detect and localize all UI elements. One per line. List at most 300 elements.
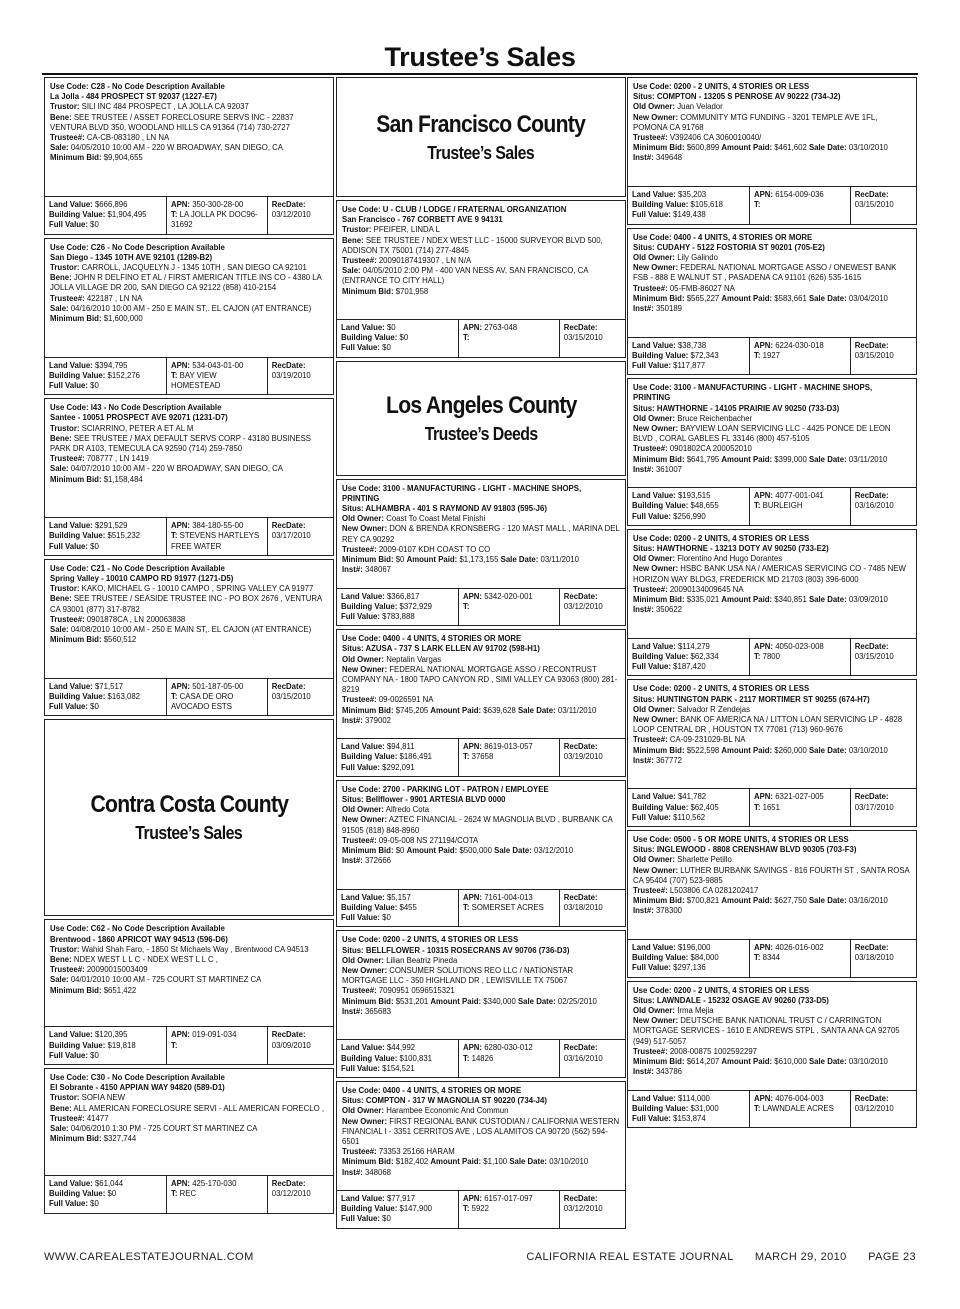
minimum-bid-line-value: $701,958 (395, 286, 429, 296)
recdate (564, 333, 621, 343)
new-owner-line-value: AZTEC FINANCIAL - 2624 W MAGNOLIA BLVD , BURBANK CA 91505 (818) 848-8960 (342, 815, 613, 835)
apn-cell (458, 1191, 559, 1228)
recdate-label (272, 200, 329, 210)
old-owner-line-value: Irma Mejia (677, 1006, 714, 1016)
beneficiary-line-value: SEE TRUSTEE / ASSET FORECLOSURE SERVS INC - 22837 VENTURA BLVD 350, WOODLAND HILLS CA 91364 (714) 730-2727 (50, 112, 294, 132)
record-values (628, 337, 916, 375)
recdate-cell (267, 358, 333, 395)
bid-line (633, 595, 911, 605)
recdate-label-label: RecDate: (563, 742, 598, 752)
land-value-value: $196,000 (677, 943, 711, 953)
footer-website[interactable]: WWW.CAREALESTATEJOURNAL.COM (44, 1251, 254, 1263)
old-owner-line-label: Old Owner: (633, 413, 676, 423)
trustee-line-value: 2009-0107 KDH COAST TO CO (378, 544, 491, 554)
apn-cell (458, 890, 559, 927)
land-value-value: $61,044 (94, 1179, 124, 1189)
tract-label: T: (753, 501, 761, 511)
property-address (50, 1083, 328, 1093)
property-record (627, 981, 917, 1129)
recdate-cell (267, 197, 333, 234)
property-record (627, 378, 917, 526)
land-value-value: $44,992 (386, 1043, 416, 1053)
trustee-line (633, 886, 911, 896)
trustee-line (633, 735, 911, 745)
new-owner-line-value: COMMUNITY MTG FUNDING - 3201 TEMPLE AVE 1FL, POMONA CA 91768 (633, 112, 878, 132)
inst-line (633, 465, 911, 475)
full-value-value: $783,888 (382, 612, 415, 622)
apn-label: APN: (753, 491, 774, 501)
sale-date-label: Sale Date: (808, 143, 847, 153)
full-value (632, 512, 745, 522)
recdate-label (855, 792, 912, 802)
sale-date-label: Sale Date: (509, 1157, 548, 1167)
beneficiary-line-label: Bene: (50, 594, 72, 604)
trustee-line-value: 0901878CA , LN 200063838 (86, 614, 186, 624)
inst-line-value: 343786 (655, 1067, 682, 1077)
sale-date (501, 555, 579, 564)
tract (754, 200, 846, 210)
amount-paid (407, 555, 499, 564)
amount-paid-label: Amount Paid: (430, 705, 482, 715)
county-subtitle: Trustee’s Sales (427, 142, 535, 163)
trustee-line (633, 444, 911, 454)
minimum-bid-line (50, 635, 328, 645)
building-value-value: $72,343 (690, 350, 719, 360)
beneficiary-line (50, 113, 328, 133)
building-value-label: Building Value: (341, 752, 398, 762)
tract (171, 1041, 263, 1051)
apn (463, 592, 555, 602)
full-value (49, 381, 162, 391)
property-record (627, 830, 917, 978)
apn-cell (749, 789, 850, 826)
inst-line (342, 716, 620, 726)
minimum-bid-line (50, 314, 328, 324)
sale-date-value: 03/12/2010 (534, 846, 574, 856)
apn-cell (749, 639, 850, 676)
amount-paid-value: $340,851 (774, 595, 807, 605)
land-value-label: Land Value: (341, 591, 385, 601)
land-value (341, 1194, 454, 1204)
record-body (628, 831, 916, 939)
building-value (341, 752, 454, 762)
apn (754, 792, 846, 802)
minimum-bid-value: $641,795 (686, 454, 720, 464)
minimum-bid-line-value: $9,904,655 (103, 153, 143, 163)
property-record (44, 919, 334, 1065)
recdate-cell (559, 1191, 625, 1228)
building-value (341, 602, 454, 612)
full-value-value: $187,420 (673, 662, 706, 672)
recdate-value: 03/12/2010 (271, 210, 311, 220)
county-subtitle: Trustee’s Sales (135, 823, 243, 844)
land-value-value: $291,529 (94, 521, 128, 531)
tract (171, 1189, 263, 1199)
trustor-line-value: SILI INC 484 PROSPECT , LA JOLLA CA 92037 (81, 102, 249, 112)
tract-label: T: (462, 1053, 470, 1063)
beneficiary-line-label: Bene: (50, 1103, 72, 1113)
beneficiary-line-label: Bene: (50, 273, 72, 283)
tract-value: BURLEIGH (762, 501, 803, 511)
bid-line (633, 896, 911, 906)
apn-value: 8619-013-057 (484, 742, 533, 752)
record-body (337, 781, 625, 889)
old-owner-line (633, 414, 911, 424)
trustee-line-value: 20090015003409 (86, 965, 148, 975)
full-value-value: $149,438 (673, 210, 706, 220)
tract-value: LA JOLLA PK DOC96-31692 (170, 210, 258, 230)
amount-paid-label: Amount Paid: (406, 555, 458, 565)
sale-date-label: Sale Date: (808, 1057, 847, 1067)
recdate-label (564, 1043, 621, 1053)
apn-value: 019-091-034 (192, 1030, 237, 1040)
land-value-label: Land Value: (49, 681, 93, 691)
use-code-value: Use Code: 0200 - 2 UNITS, 4 STORIES OR LESS (633, 82, 810, 91)
full-value (632, 1114, 745, 1124)
new-owner-line (342, 665, 620, 696)
property-record (336, 629, 626, 777)
minimum-bid (342, 846, 404, 855)
building-value (49, 371, 162, 381)
land-value (341, 1043, 454, 1053)
tract-value: 1927 (762, 350, 780, 360)
value-cell (628, 488, 749, 525)
property-address-value: Situs: INGLEWOOD - 8808 CRENSHAW BLVD 90305 (703-F3) (633, 845, 857, 855)
old-owner-line-value: Lily Galindo (677, 253, 718, 263)
trustee-line-value: L503806 CA 0281202417 (669, 886, 759, 896)
full-value-label: Full Value: (49, 220, 88, 230)
inst-line-value: 367772 (655, 755, 682, 765)
recdate (564, 752, 621, 762)
full-value-label: Full Value: (632, 1114, 671, 1124)
amount-paid (407, 846, 492, 855)
apn-value: 7161-004-013 (484, 892, 533, 902)
sale-line-value: 04/01/2010 10:00 AM - 725 COURT ST MARTINEZ CA (70, 975, 262, 985)
full-value (49, 1199, 162, 1209)
building-value (632, 803, 745, 813)
record-values (628, 788, 916, 826)
recdate (855, 1104, 912, 1114)
amount-paid (721, 746, 806, 755)
land-value-label: Land Value: (632, 943, 676, 953)
apn-cell (166, 1027, 267, 1064)
building-value-value: $147,900 (399, 1204, 433, 1214)
amount-paid-value: $627,750 (774, 896, 807, 906)
trustee-line (633, 1047, 911, 1057)
value-cell (628, 338, 749, 375)
old-owner-line-value: Neptalin Vargas (386, 654, 442, 664)
old-owner-line (633, 705, 911, 715)
value-cell (45, 1027, 166, 1064)
tract (463, 752, 555, 762)
apn-label: APN: (170, 360, 191, 370)
recdate-value: 03/19/2010 (271, 370, 311, 380)
amount-paid-value: $1,100 (483, 1157, 508, 1167)
trustor-line-value: CARROLL, JACQUELYN J - 1345 10TH , SAN DIEGO CA 92101 (81, 263, 307, 273)
tract-label: T: (753, 953, 761, 963)
new-owner-line (342, 524, 620, 544)
land-value (49, 200, 162, 210)
full-value-label: Full Value: (341, 343, 380, 353)
trustee-line-label: Trustee#: (633, 735, 668, 745)
full-value (49, 220, 162, 230)
recdate (564, 602, 621, 612)
building-value-value: $48,655 (690, 501, 719, 511)
full-value (341, 913, 454, 923)
trustor-line-label: Trustor: (50, 1093, 80, 1103)
record-values (628, 1090, 916, 1128)
property-address-value: La Jolla - 484 PROSPECT ST 92037 (1227-E7) (50, 92, 217, 102)
apn (463, 1194, 555, 1204)
use-code (50, 1073, 328, 1083)
tract-label: T: (462, 601, 470, 611)
sale-date (809, 896, 888, 905)
minimum-bid-label: Minimum Bid: (342, 1157, 394, 1167)
sale-date (809, 455, 887, 464)
value-cell (45, 197, 166, 234)
trustee-line-value: 20090187419307 , LN N/A (378, 256, 472, 266)
full-value-value: $0 (90, 702, 99, 712)
land-value-value: $114,279 (677, 641, 710, 651)
recdate-label (855, 491, 912, 501)
recdate (564, 1204, 621, 1214)
full-value-label: Full Value: (341, 1214, 380, 1224)
apn-value: 4076-004-003 (775, 1093, 824, 1103)
title-rule (42, 73, 918, 75)
use-code-value: Use Code: C30 - No Code Description Available (50, 1073, 225, 1083)
beneficiary-line-value: SEE TRUSTEE / NDEX WEST LLC - 15000 SURVEYOR BLVD 500, ADDISON TX 75001 (714) 277-4845 (342, 235, 603, 255)
sale-line-label: Sale: (50, 975, 69, 985)
use-code-value: Use Code: C21 - No Code Description Available (50, 563, 225, 573)
minimum-bid-line (50, 1134, 328, 1144)
full-value-label: Full Value: (49, 1050, 88, 1060)
new-owner-line (342, 815, 620, 835)
inst-line-value: 365683 (364, 1006, 391, 1016)
trustee-line (50, 454, 328, 464)
land-value-value: $114,000 (677, 1093, 710, 1103)
property-address (50, 574, 328, 584)
use-code (342, 1086, 620, 1096)
record-values (337, 889, 625, 927)
apn (463, 893, 555, 903)
old-owner-line-value: Lilian Beatriz Pineda (386, 955, 458, 965)
sale-line-value: 04/16/2010 10:00 AM - 250 E MAIN ST,. EL CAJON (AT ENTRANCE) (70, 303, 312, 313)
sale-line (50, 625, 328, 635)
sale-date-value: 03/11/2010 (540, 555, 579, 565)
recdate (272, 531, 329, 541)
new-owner-line-value: LUTHER BURBANK SAVINGS - 816 FOURTH ST , SANTA ROSA CA 95404 (707) 523-9885 (633, 865, 910, 885)
amount-paid-label: Amount Paid: (721, 454, 773, 464)
building-value-value: $163,082 (107, 692, 141, 702)
use-code-value: Use Code: 0400 - 4 UNITS, 4 STORIES OR MORE (633, 232, 813, 242)
record-values (628, 487, 916, 525)
apn-cell (749, 488, 850, 525)
property-address (633, 92, 911, 102)
tract (171, 210, 263, 230)
building-value-label: Building Value: (341, 1053, 398, 1063)
land-value (49, 682, 162, 692)
property-record (44, 238, 334, 396)
minimum-bid-label: Minimum Bid: (633, 1057, 685, 1067)
minimum-bid-label: Minimum Bid: (633, 143, 685, 153)
tract (754, 1104, 846, 1114)
property-record (336, 200, 626, 358)
value-cell (628, 1091, 749, 1128)
property-record (44, 1068, 334, 1214)
recdate-label-label: RecDate: (563, 892, 598, 902)
inst-line-label: Inst#: (342, 565, 363, 575)
apn (171, 521, 263, 531)
recdate-value: 03/16/2010 (854, 501, 894, 511)
record-body (45, 399, 333, 517)
sale-date-value: 03/04/2010 (848, 293, 888, 303)
full-value (341, 1064, 454, 1074)
use-code-value: Use Code: C26 - No Code Description Available (50, 242, 225, 252)
new-owner-line-label: New Owner: (633, 865, 679, 875)
minimum-bid (633, 294, 719, 303)
minimum-bid (633, 595, 719, 604)
recdate-value: 03/15/2010 (271, 692, 311, 702)
building-value (341, 333, 454, 343)
tract-value: 37658 (471, 752, 494, 762)
tract-value: 5922 (471, 1204, 489, 1214)
recdate-label-label: RecDate: (271, 360, 306, 370)
sale-date-label: Sale Date: (500, 555, 539, 565)
old-owner-line (633, 855, 911, 865)
land-value-value: $0 (386, 323, 396, 332)
beneficiary-line (50, 273, 328, 293)
use-code (633, 835, 911, 845)
tract-label: T: (462, 903, 470, 913)
minimum-bid-line-label: Minimum Bid: (342, 286, 394, 296)
tract-label: T: (170, 1040, 178, 1050)
inst-line-label: Inst#: (633, 906, 654, 916)
record-values (45, 1175, 333, 1213)
new-owner-line (633, 424, 911, 444)
full-value-value: $0 (90, 541, 99, 551)
property-address-value: Situs: CUDAHY - 5122 FOSTORIA ST 90201 (705-E2) (633, 242, 825, 252)
property-address-value: Situs: COMPTON - 13205 S PENROSE AV 90222 (734-J2) (633, 92, 841, 102)
trustee-line (50, 615, 328, 625)
tract (754, 351, 846, 361)
inst-line-value: 372666 (364, 856, 391, 866)
amount-paid (721, 455, 806, 464)
trustee-line-value: 20090134009645 NA (669, 584, 744, 594)
land-value (341, 592, 454, 602)
recdate-label-label: RecDate: (563, 323, 598, 332)
trustor-line (50, 584, 328, 594)
minimum-bid-label: Minimum Bid: (342, 555, 394, 565)
bid-line (633, 746, 911, 756)
trustee-line-label: Trustee#: (50, 293, 85, 303)
new-owner-line-label: New Owner: (342, 815, 388, 825)
trustee-line-value: 708777 , LN 1419 (86, 454, 149, 464)
land-value-label: Land Value: (632, 641, 676, 651)
property-address-value: Situs: LAWNDALE - 15232 OSAGE AV 90260 (733-D5) (633, 995, 829, 1005)
trustee-line-label: Trustee#: (633, 133, 668, 143)
new-owner-line-label: New Owner: (633, 112, 679, 122)
record-body (628, 78, 916, 186)
property-record (336, 780, 626, 928)
apn-cell (458, 1040, 559, 1077)
record-body (45, 920, 333, 1026)
building-value-value: $105,618 (690, 200, 724, 210)
apn (463, 323, 555, 333)
trustee-line-label: Trustee#: (50, 454, 85, 464)
property-record (627, 77, 917, 225)
full-value-label: Full Value: (49, 1199, 88, 1209)
property-address (633, 996, 911, 1006)
recdate-label-label: RecDate: (563, 1043, 598, 1053)
inst-line-label: Inst#: (342, 1006, 363, 1016)
building-value-value: $1,904,495 (107, 210, 147, 220)
recdate-value: 03/12/2010 (271, 1189, 311, 1199)
county-name: Los Angeles County (385, 391, 577, 419)
recdate-label-label: RecDate: (563, 1194, 598, 1204)
record-body (45, 1069, 333, 1175)
recdate-cell (850, 789, 916, 826)
record-values (45, 678, 333, 716)
sale-date-value: 03/10/2010 (848, 745, 888, 755)
amount-paid-label: Amount Paid: (721, 595, 773, 605)
recdate-value: 03/17/2010 (854, 802, 894, 812)
sale-line-value: 04/07/2010 10:00 AM - 220 W BROADWAY, SAN DIEGO, CA (70, 464, 284, 474)
minimum-bid-value: $614,207 (686, 1057, 720, 1067)
amount-paid (721, 896, 806, 905)
trustor-line-label: Trustor: (50, 944, 80, 954)
inst-line-label: Inst#: (633, 755, 654, 765)
recdate-value: 03/16/2010 (563, 1053, 603, 1063)
apn-label: APN: (753, 943, 774, 953)
recdate-cell (559, 890, 625, 927)
tract-label: T: (170, 531, 178, 541)
minimum-bid-value: $700,821 (686, 896, 720, 906)
old-owner-line-value: Harambee Economic And Commun (386, 1106, 509, 1116)
recdate-value: 03/19/2010 (563, 752, 603, 762)
building-value-value: $84,000 (690, 953, 719, 963)
old-owner-line-label: Old Owner: (633, 554, 676, 564)
tract-value: SOMERSET ACRES (471, 903, 544, 913)
old-owner-line-label: Old Owner: (342, 514, 385, 524)
use-code (342, 634, 620, 644)
land-value-label: Land Value: (632, 190, 676, 199)
land-value (632, 190, 745, 200)
building-value-value: $455 (399, 903, 417, 913)
use-code-value: Use Code: 0200 - 2 UNITS, 4 STORIES OR LESS (633, 533, 810, 543)
full-value-label: Full Value: (632, 812, 671, 822)
recdate-label (564, 323, 621, 333)
land-value (341, 742, 454, 752)
sale-date-label: Sale Date: (808, 454, 847, 464)
land-value-label: Land Value: (49, 1030, 93, 1040)
trustee-line-label: Trustee#: (50, 614, 85, 624)
record-body (337, 630, 625, 738)
tract (754, 652, 846, 662)
property-address (342, 504, 620, 514)
minimum-bid-label: Minimum Bid: (633, 454, 685, 464)
new-owner-line-value: BAYVIEW LOAN SERVICING LLC - 4425 PONCE DE LEON BLVD , CORAL GABLES FL 33146 (800) 457-5105 (633, 424, 891, 444)
trustee-line-value: CA-09-231029-BL NA (669, 735, 746, 745)
trustee-line-label: Trustee#: (633, 1046, 668, 1056)
building-value-label: Building Value: (632, 1103, 689, 1113)
minimum-bid-label: Minimum Bid: (342, 996, 394, 1006)
beneficiary-line (50, 955, 328, 965)
recdate-cell (559, 1040, 625, 1077)
property-address-value: San Francisco - 767 CORBETT AVE 9 94131 (342, 215, 503, 225)
old-owner-line (633, 253, 911, 263)
bid-line (342, 555, 620, 565)
new-owner-line-value: FEDERAL NATIONAL MORTGAGE ASSO / RECONTRUST COMPANY NA - 1800 TAPO CANYON RD , SIMI VALLEY CA 93063 (800) 281-8219 (342, 664, 618, 695)
